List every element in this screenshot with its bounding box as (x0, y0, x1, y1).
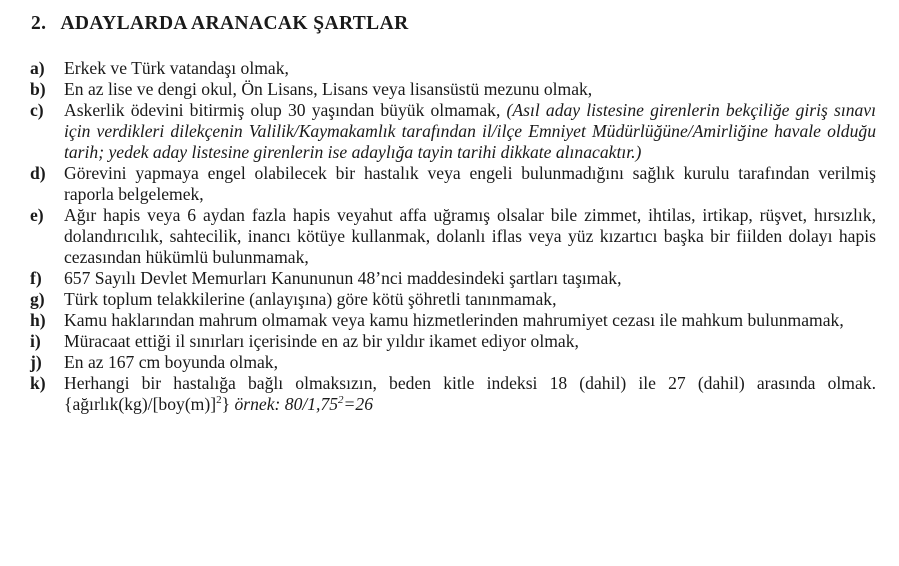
superscript: 2 (216, 394, 222, 407)
item-letter: h) (30, 310, 46, 330)
list-item-h (30, 310, 876, 331)
superscript: 2 (338, 394, 344, 407)
section-number: 2. (31, 13, 47, 34)
list-item-k (30, 373, 876, 415)
item-text: Müracaat ettiği il sınırları içerisinde en az bir yıldır ikamet ediyor olmak, (64, 331, 579, 351)
item-letter: a) (30, 58, 45, 78)
list-item-g (30, 289, 876, 310)
item-letter: g) (30, 289, 45, 309)
example-label: örnek: 80/1,75 (234, 394, 339, 414)
section-title: ADAYLARDA ARANACAK ŞARTLAR (60, 13, 409, 34)
item-letter: e) (30, 205, 44, 225)
item-letter: c) (30, 100, 44, 120)
item-text: Askerlik ödevini bitirmiş olup 30 yaşından büyük olmamak, (64, 100, 501, 120)
item-letter: d) (30, 163, 46, 183)
list-item-d (30, 163, 876, 205)
item-letter: j) (30, 352, 42, 372)
item-letter: f) (30, 268, 42, 288)
example-result: =26 (343, 394, 374, 414)
item-text: En az lise ve dengi okul, Ön Lisans, Lisans veya lisansüstü mezunu olmak, (64, 79, 593, 99)
item-text: Ağır hapis veya 6 aydan fazla hapis veyahut affa uğramış olsalar bile zimmet, ihtilas, irtikap, rüşvet, hırsızlık, dolandırıcılık, sahtecilik, inancı kötüye kullanmak, dolanlı iflas veya yüz kızartıcı başka bir fiilden dolayı hapis cezasından hükümlü bulunmamak, (64, 205, 876, 267)
item-text-wrap (64, 100, 876, 163)
item-text-after: } (221, 394, 231, 414)
section-heading (31, 13, 409, 35)
item-letter: i) (30, 331, 41, 351)
list-item-b (30, 79, 876, 100)
list-item-f (30, 268, 876, 289)
list-item-j (30, 352, 876, 373)
item-text: Görevini yapmaya engel olabilecek bir hastalık veya engeli bulunmadığını sağlık kurulu tarafından verilmiş raporla belgelemek, (64, 163, 876, 204)
list-item-a (30, 58, 876, 79)
item-text: Herhangi bir hastalığa bağlı olmaksızın, beden kitle indeksi 18 (dahil) ile 27 (dahil) arasında olmak. {ağırlık(kg)/[boy(m)] (64, 373, 876, 414)
list-item-c (30, 100, 876, 163)
item-text: 657 Sayılı Devlet Memurları Kanununun 48’nci maddesindeki şartları taşımak, (64, 268, 622, 288)
item-text: Türk toplum telakkilerine (anlayışına) göre kötü şöhretli tanınmamak, (64, 289, 557, 309)
list-item-i (30, 331, 876, 352)
requirements-list (30, 58, 876, 415)
item-letter: k) (30, 373, 46, 393)
item-text: Kamu haklarından mahrum olmamak veya kamu hizmetlerinden mahrumiyet cezası ile mahkum bulunmamak, (64, 310, 844, 330)
list-item-e (30, 205, 876, 268)
item-note-italic: (Asıl aday listesine girenlerin bekçiliğe giriş sınavı için verdikleri dilekçenin Valilik/Kaymakamlık tarafından il/ilçe Emniyet Müdürlüğüne/Amirliğine havale olduğu tarih; yedek aday listesine girenlerin ise adaylığa tayin tarihi dikkate alınacaktır.) (64, 100, 876, 162)
item-text: Erkek ve Türk vatandaşı olmak, (64, 58, 289, 78)
item-text-wrap (64, 373, 876, 415)
item-letter: b) (30, 79, 46, 99)
item-text: En az 167 cm boyunda olmak, (64, 352, 279, 372)
